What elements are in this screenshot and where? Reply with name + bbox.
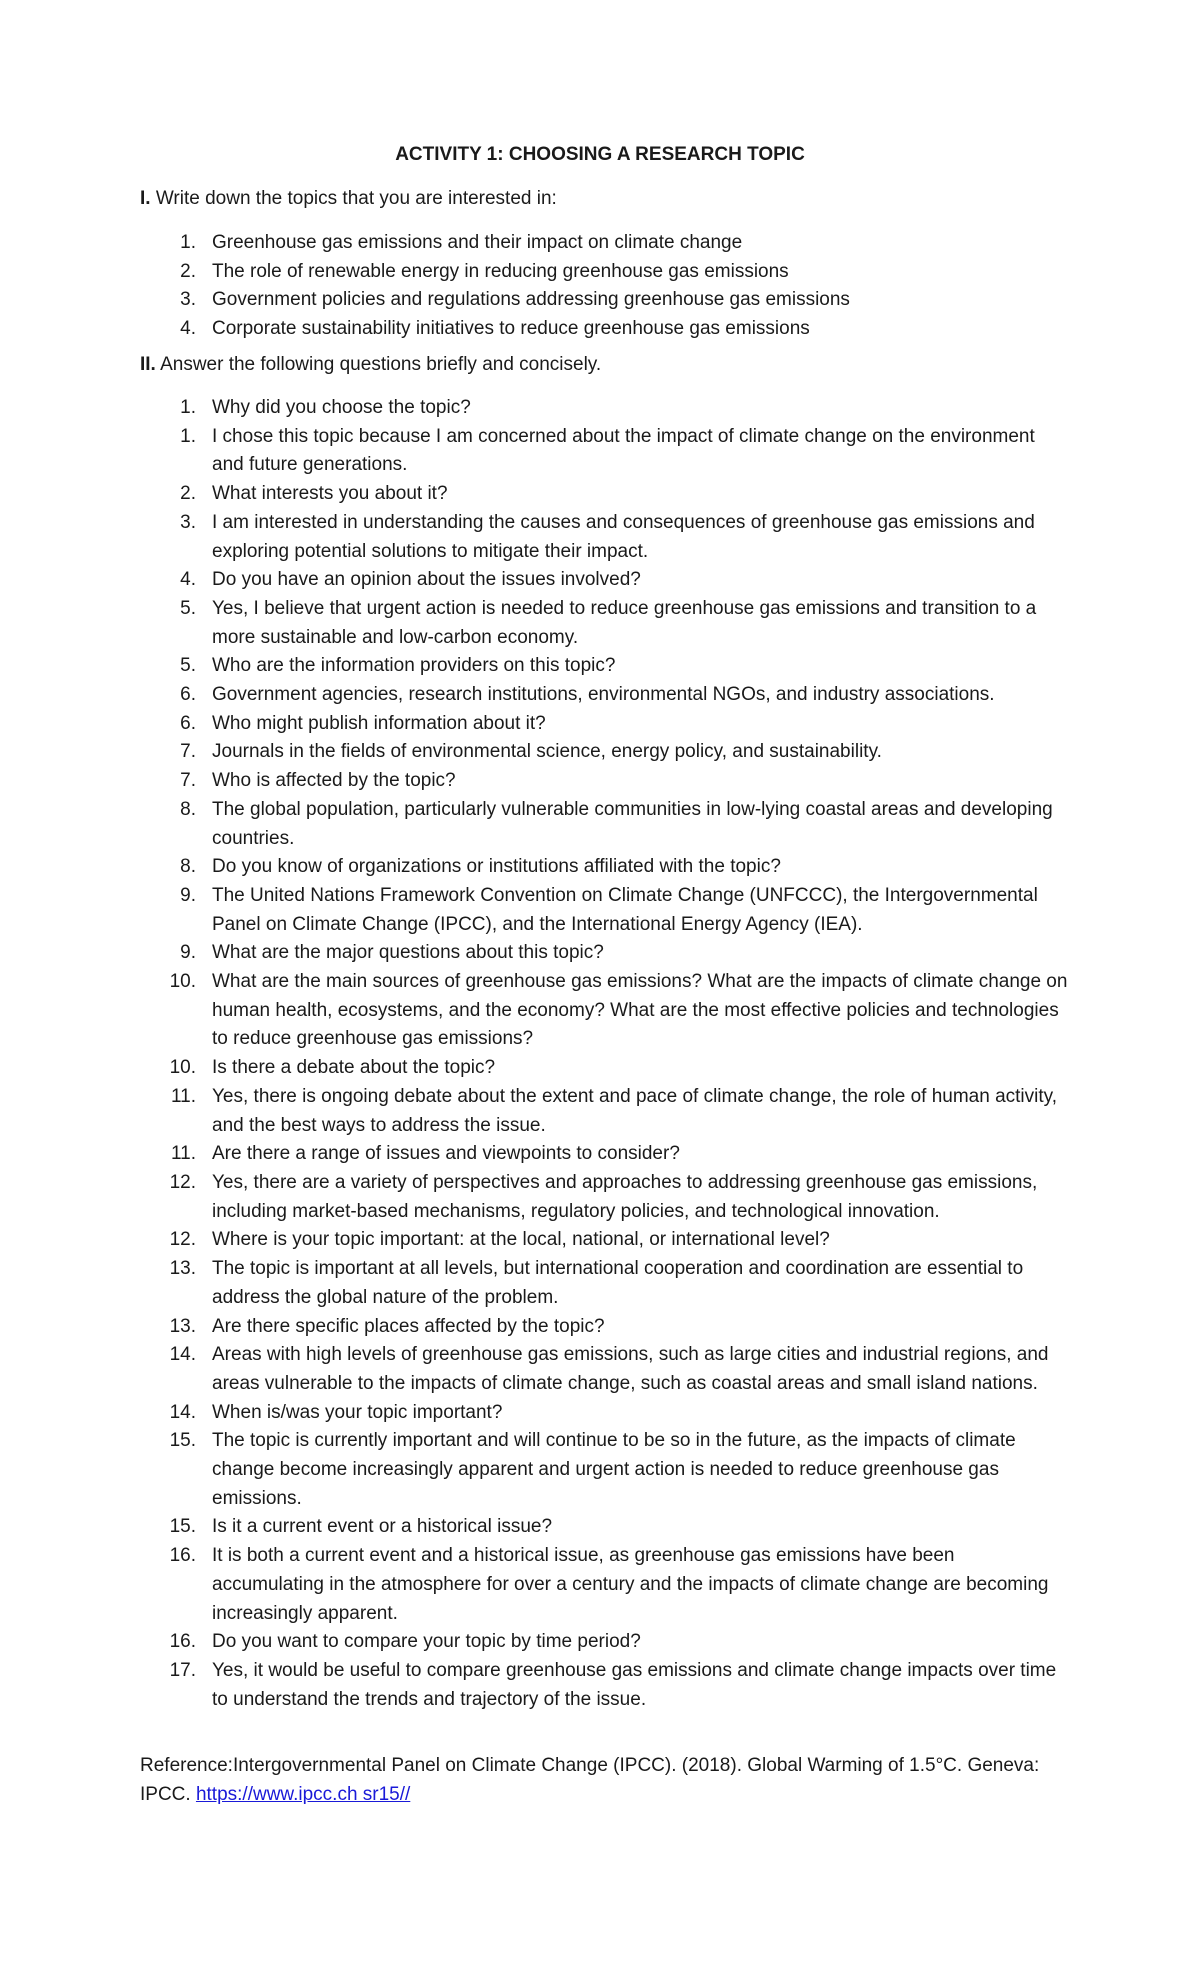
list-item-text: Yes, there is ongoing debate about the extent and pace of climate change, the role of human activity, and the best ways to address the issue. [212, 1085, 1058, 1136]
list-item-text: Who might publish information about it? [212, 712, 546, 734]
list-item [0, 1513, 1200, 1542]
list-item-number: 8. [180, 798, 196, 820]
list-item-number: 1. [180, 397, 196, 418]
list-item-text: The United Nations Framework Convention on Climate Change (UNFCCC), the Intergovernmental Panel on Climate Change (IPCC), and the International Energy Agency (IEA). [212, 884, 1038, 935]
section-2-heading [140, 354, 601, 376]
list-item [0, 1657, 1200, 1714]
list-item-text: The role of renewable energy in reducing greenhouse gas emissions [212, 260, 789, 282]
list-item-number: 11. [170, 1143, 196, 1165]
list-item-text: What are the major questions about this topic? [212, 942, 604, 964]
list-item-text: Is it a current event or a historical issue? [212, 1516, 553, 1538]
list-item [0, 1083, 1200, 1140]
list-item-text: The topic is important at all levels, but international cooperation and coordination are essential to address the global nature of the problem. [212, 1258, 1024, 1308]
list-item [0, 767, 1200, 796]
list-item-text: Who is affected by the topic? [212, 770, 456, 792]
section-1-heading [140, 188, 557, 210]
list-item-text: When is/was your topic important? [212, 1401, 503, 1423]
reference [140, 1751, 1080, 1809]
list-item-text: The global population, particularly vulnerable communities in low-lying coastal areas and developing countries. [212, 798, 1053, 849]
list-item-number: 5. [180, 655, 196, 677]
list-item-number: 8. [180, 856, 196, 878]
list-item [0, 1542, 1200, 1628]
list-item-number: 4. [180, 318, 196, 340]
list-item-number: 1. [180, 232, 196, 253]
section-1-marker: I. [140, 188, 151, 209]
list-item-number: 15. [169, 1430, 196, 1452]
list-item [0, 595, 1200, 652]
list-item [0, 882, 1200, 939]
list-item [0, 509, 1200, 566]
list-item [0, 315, 1200, 344]
list-item [0, 968, 1200, 1054]
list-item [0, 1140, 1200, 1169]
list-item-text: It is both a current event and a historical issue, as greenhouse gas emissions have been accumulating in the atmosphere for over a century and the impacts of climate change are becoming increasingly apparent. [212, 1545, 1049, 1624]
list-item [0, 1399, 1200, 1428]
list-item [0, 1169, 1200, 1226]
list-item-number: 16. [169, 1545, 196, 1567]
list-item-text: Corporate sustainability initiatives to reduce greenhouse gas emissions [212, 318, 810, 340]
list-item [0, 1427, 1200, 1513]
list-item-number: 14. [169, 1401, 196, 1423]
list-item-number: 6. [180, 684, 196, 706]
list-item [0, 939, 1200, 968]
list-item-number: 2. [180, 483, 196, 505]
list-item-number: 6. [180, 712, 196, 734]
list-item-number: 13. [169, 1315, 196, 1337]
list-item-text: Do you have an opinion about the issues involved? [212, 569, 641, 591]
list-item-text: What are the main sources of greenhouse gas emissions? What are the impacts of climate change on human health, ecosystems, and the economy? What are the most effective policies and technologies to reduce greenhouse gas emissions? [212, 971, 1068, 1050]
list-item-text: Are there specific places affected by the topic? [212, 1315, 605, 1337]
list-item-text: Yes, there are a variety of perspectives and approaches to addressing greenhouse gas emissions, including market-based mechanisms, regulatory policies, and technological innovation. [212, 1171, 1038, 1222]
list-item [0, 480, 1200, 509]
page-title: ACTIVITY 1: CHOOSING A RESEARCH TOPIC [395, 144, 805, 165]
list-item-text: Do you want to compare your topic by time period? [212, 1631, 641, 1653]
list-item-text: I am interested in understanding the causes and consequences of greenhouse gas emissions and exploring potential solutions to mitigate their impact. [212, 511, 1035, 562]
list-item [0, 1313, 1200, 1342]
list-item [0, 566, 1200, 595]
list-item-number: 4. [180, 569, 196, 591]
list-item-text: The topic is currently important and will continue to be so in the future, as the impacts of climate change become increasingly apparent and urgent action is needed to reduce greenhouse gas emissions. [212, 1430, 1016, 1509]
list-item-text: Yes, I believe that urgent action is needed to reduce greenhouse gas emissions and transition to a more sustainable and low-carbon economy. [212, 597, 1037, 648]
list-item [0, 394, 1200, 423]
list-item [0, 652, 1200, 681]
list-item-text: Why did you choose the topic? [212, 397, 471, 418]
list-item-text: Where is your topic important: at the local, national, or international level? [212, 1229, 830, 1251]
list-item [0, 796, 1200, 853]
list-item-number: 3. [180, 511, 196, 533]
list-item-number: 9. [180, 942, 196, 964]
list-item [0, 258, 1200, 287]
list-item-text: Yes, it would be useful to compare greenhouse gas emissions and climate change impacts over time to understand the trends and trajectory of the issue. [212, 1659, 1057, 1710]
list-item-number: 10. [169, 1057, 196, 1079]
list-item-number: 7. [180, 741, 196, 763]
list-item-number: 5. [180, 597, 196, 619]
reference-text: Reference:Intergovernmental Panel on Climate Change (IPCC). (2018). Global Warming of 1.5°C. Geneva: IPCC. [140, 1755, 1040, 1805]
list-item-text: Journals in the fields of environmental science, energy policy, and sustainability. [212, 741, 882, 763]
list-item-text: I chose this topic because I am concerned about the impact of climate change on the environment and future generations. [212, 425, 1035, 476]
list-item-text: What interests you about it? [212, 483, 448, 505]
list-item [0, 710, 1200, 739]
list-item-number: 10. [169, 971, 196, 993]
list-item [0, 423, 1200, 480]
list-item-text: Government policies and regulations addressing greenhouse gas emissions [212, 289, 850, 311]
list-item-number: 16. [169, 1631, 196, 1653]
list-item [0, 229, 1200, 258]
section-2-heading-text: Answer the following questions briefly and concisely. [160, 354, 602, 375]
list-item [0, 1054, 1200, 1083]
section-1-heading-text: Write down the topics that you are interested in: [155, 188, 557, 209]
list-item [0, 1255, 1200, 1312]
list-item-number: 13. [169, 1258, 196, 1280]
list-item [0, 738, 1200, 767]
list-item-number: 9. [180, 884, 196, 906]
list-item-number: 7. [180, 770, 196, 792]
list-item-number: 14. [169, 1344, 196, 1366]
section-2-marker: II. [140, 354, 156, 375]
topics-list [0, 229, 1200, 344]
list-item-text: Are there a range of issues and viewpoints to consider? [212, 1143, 680, 1165]
list-item-number: 11. [170, 1085, 196, 1107]
list-item-text: Government agencies, research institutions, environmental NGOs, and industry associations. [212, 684, 995, 706]
list-item [0, 1226, 1200, 1255]
list-item [0, 286, 1200, 315]
list-item-number: 3. [180, 289, 196, 311]
questions-list [0, 394, 1200, 1714]
list-item-number: 12. [169, 1171, 196, 1193]
list-item-text: Who are the information providers on this topic? [212, 655, 616, 677]
list-item-text: Areas with high levels of greenhouse gas emissions, such as large cities and industrial regions, and areas vulnerable to the impacts of climate change, such as coastal areas and small island nations. [212, 1344, 1049, 1394]
list-item-number: 2. [180, 260, 196, 282]
list-item [0, 853, 1200, 882]
reference-link[interactable]: https://www.ipcc.ch sr15// [195, 1784, 411, 1805]
list-item-text: Is there a debate about the topic? [212, 1057, 496, 1079]
list-item-number: 15. [169, 1516, 196, 1538]
list-item-number: 17. [169, 1659, 196, 1681]
list-item-number: 12. [169, 1229, 196, 1251]
list-item-text: Greenhouse gas emissions and their impact on climate change [212, 232, 743, 253]
list-item [0, 1628, 1200, 1657]
list-item-text: Do you know of organizations or institutions affiliated with the topic? [212, 856, 781, 878]
list-item [0, 1341, 1200, 1398]
list-item [0, 681, 1200, 710]
list-item-number: 1. [180, 425, 196, 447]
